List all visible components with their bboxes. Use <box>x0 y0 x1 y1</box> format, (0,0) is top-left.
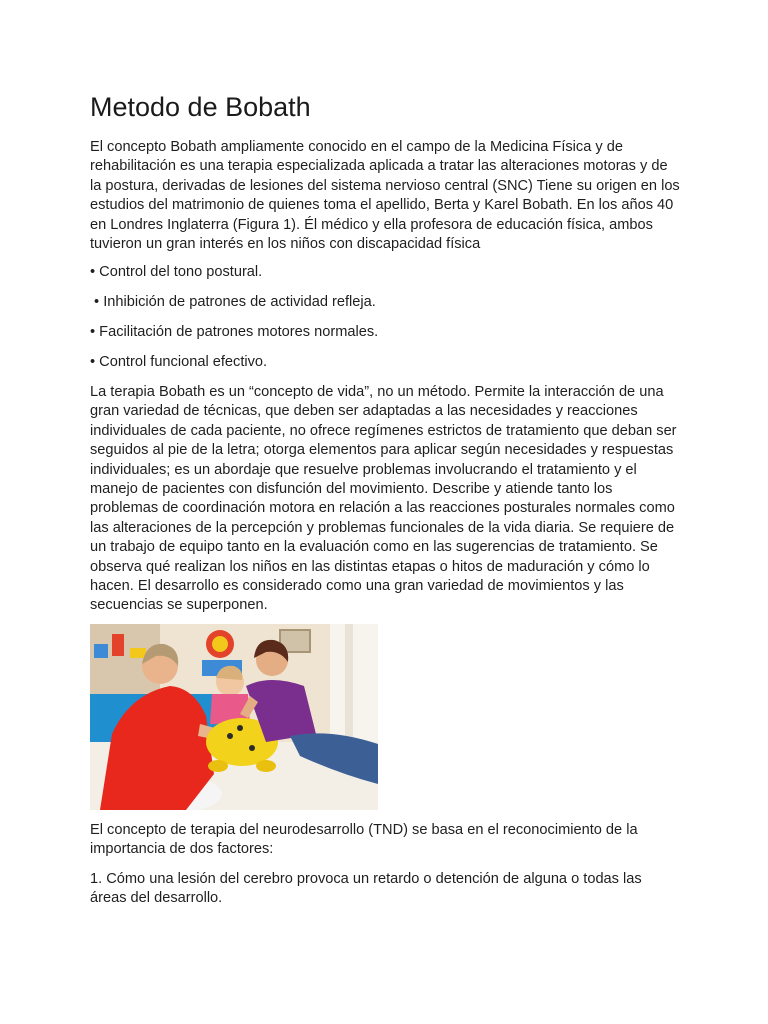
bullet-item: • Inhibición de patrones de actividad refleja. <box>90 294 376 310</box>
intro-paragraph: El concepto Bobath ampliamente conocido en el campo de la Medicina Física y de rehabilitación es una terapia especializada aplicada a tratar las alteraciones motoras y de la postura, derivadas de lesiones del sistema nervioso central (SNC) Tiene su origen en los estudios del matrimonio de quienes toma el apellido, Berta y Karel Bobath. En los años 40 en Londres Inglaterra (Figura 1). Él médico y ella profesora de educación física, ambos tuvieron un gran interés en los niños con discapacidad física <box>90 139 680 253</box>
page-title: Metodo de Bobath <box>90 92 311 122</box>
bullet-item: • Control funcional efectivo. <box>90 354 268 370</box>
therapy-photo <box>90 624 378 810</box>
bullet-item: • Facilitación de patrones motores normales. <box>90 324 379 340</box>
numbered-item: 1. Cómo una lesión del cerebro provoca un retardo o detención de alguna o todas las áreas del desarrollo. <box>90 871 642 907</box>
concept-paragraph: La terapia Bobath es un “concepto de vida”, no un método. Permite la interacción de una gran variedad de técnicas, que deben ser adaptadas a las necesidades y reacciones individuales de cada paciente, no ofrece regímenes estrictos de tratamiento que deban ser seguidos al pie de la letra; otorga elementos para aplicar según necesidades y respuestas individuales; es un abordaje que resuelve problemas involucrando el tratamiento y el manejo de pacientes con disfunción del movimiento. Describe y atiende tanto los problemas de coordinación motora en relación a las reacciones posturales normales como las alteraciones de la percepción y problemas funcionales de la vida diaria. Se requiere de un trabajo de equipo tanto en la evaluación como en las sugerencias de tratamiento. Se observa qué realizan los niños en las distintas etapas o hitos de maduración y cómo lo hacen. El desarrollo es considerado como una gran variedad de movimientos y las secuencias se superponen. <box>90 384 677 614</box>
tnd-paragraph: El concepto de terapia del neurodesarrollo (TND) se basa en el reconocimiento de la importancia de dos factores: <box>90 822 638 858</box>
bullet-item: • Control del tono postural. <box>90 264 263 280</box>
